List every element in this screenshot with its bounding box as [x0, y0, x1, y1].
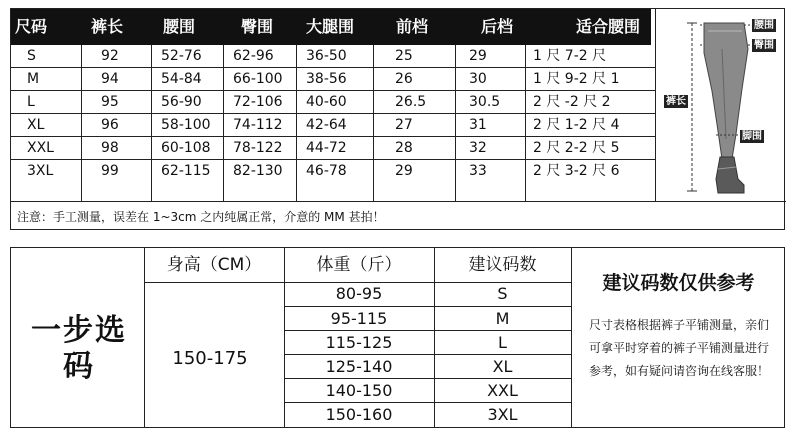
cell-hip: 62-96: [233, 48, 274, 64]
cell-length: 95: [101, 94, 119, 110]
header-front-rise: 前档: [396, 17, 429, 36]
cell-fit-waist: 1 尺 7-2 尺: [533, 48, 607, 64]
figure-label-ankle: 脚围: [742, 131, 762, 142]
table-row: [11, 114, 655, 137]
header-fit-waist: 适合腰围: [576, 17, 641, 36]
cell-back-rise: 32: [469, 140, 487, 156]
suggested-size: XL: [492, 357, 513, 376]
size-chart-body: [11, 45, 655, 183]
cell-hip: 78-122: [233, 140, 283, 156]
weight-range: 95-115: [330, 309, 388, 328]
weight-range: 80-95: [335, 284, 383, 303]
suggested-size: M: [495, 309, 510, 328]
cell-fit-waist: 2 尺 1-2 尺 4: [533, 117, 620, 133]
weight-range: 115-125: [325, 333, 393, 352]
reference-description: 尺寸表格根据裤子平铺测量，亲们可拿平时穿着的裤子平铺测量进行参考，如有疑问请咨询在线客服！: [589, 318, 770, 378]
height-range: 150-175: [172, 348, 248, 369]
cell-thigh: 46-78: [306, 163, 347, 179]
size-chart-header: [11, 9, 651, 45]
column-header-height: 身高（CM）: [166, 255, 262, 275]
cell-hip: 72-106: [233, 94, 283, 110]
table-row: [11, 160, 655, 183]
table-row: [11, 91, 655, 114]
cell-thigh: 36-50: [306, 48, 347, 64]
header-size: 尺码: [15, 17, 48, 36]
table-row: [11, 45, 655, 68]
measurement-note: 注意：手工测量，误差在 1~3cm 之内纯属正常，介意的 MM 甚拍！: [11, 201, 786, 231]
cell-thigh: 40-60: [306, 94, 347, 110]
cell-back-rise: 30: [469, 71, 487, 87]
column-header-size: 建议码数: [468, 255, 537, 275]
header-waist: 腰围: [163, 17, 196, 36]
suggested-size: L: [498, 333, 507, 352]
figure-label-hip: 臀围: [754, 40, 774, 51]
header-hip: 臀围: [241, 17, 274, 36]
cell-fit-waist: 2 尺 2-2 尺 5: [533, 140, 620, 156]
weight-range: 140-150: [325, 381, 393, 400]
cell-waist: 62-115: [161, 163, 211, 179]
cell-front-rise: 25: [395, 48, 413, 64]
cell-hip: 74-112: [233, 117, 283, 133]
cell-waist: 54-84: [161, 71, 202, 87]
cell-hip: 82-130: [233, 163, 283, 179]
cell-length: 96: [101, 117, 119, 133]
cell-back-rise: 31: [469, 117, 487, 133]
column-header-weight: 体重（斤）: [316, 255, 402, 275]
cell-fit-waist: 2 尺 3-2 尺 6: [533, 163, 620, 179]
cell-length: 92: [101, 48, 119, 64]
suggested-size: XXL: [487, 381, 518, 400]
cell-size: M: [27, 71, 40, 87]
header-thigh: 大腿围: [306, 17, 355, 36]
cell-waist: 58-100: [161, 117, 211, 133]
table-row: [11, 68, 655, 91]
header-back-rise: 后档: [481, 17, 514, 36]
cell-length: 98: [101, 140, 119, 156]
reference-heading: 建议码数仅供参考: [602, 272, 755, 294]
cell-back-rise: 30.5: [469, 94, 501, 110]
cell-size: XXL: [27, 140, 54, 156]
cell-front-rise: 28: [395, 140, 413, 156]
cell-thigh: 38-56: [306, 71, 347, 87]
figure-label-waist: 腰围: [754, 20, 774, 31]
cell-thigh: 42-64: [306, 117, 347, 133]
suggested-size: 3XL: [487, 405, 518, 424]
cell-thigh: 44-72: [306, 140, 347, 156]
cell-size: 3XL: [27, 163, 54, 179]
cell-front-rise: 26: [395, 71, 413, 87]
cell-front-rise: 27: [395, 117, 413, 133]
cell-waist: 60-108: [161, 140, 211, 156]
one-step-size-title: 一步选码: [31, 313, 127, 384]
header-length: 裤长: [91, 17, 124, 36]
figure-label-length: 裤长: [666, 96, 686, 107]
cell-back-rise: 29: [469, 48, 487, 64]
weight-range: 150-160: [325, 405, 393, 424]
size-chart-table: [10, 8, 785, 230]
cell-waist: 56-90: [161, 94, 202, 110]
cell-length: 99: [101, 163, 119, 179]
cell-back-rise: 33: [469, 163, 487, 179]
weight-range: 125-140: [325, 357, 393, 376]
table-row: [11, 137, 655, 160]
cell-size: XL: [27, 117, 45, 133]
cell-front-rise: 26.5: [395, 94, 427, 110]
cell-hip: 66-100: [233, 71, 283, 87]
cell-length: 94: [101, 71, 119, 87]
cell-fit-waist: 2 尺 -2 尺 2: [533, 94, 611, 110]
suggested-size: S: [497, 284, 508, 303]
cell-fit-waist: 1 尺 9-2 尺 1: [533, 71, 620, 87]
cell-size: S: [27, 48, 36, 64]
pants-measurement-illustration: [655, 9, 786, 201]
cell-waist: 52-76: [161, 48, 202, 64]
cell-size: L: [27, 94, 35, 110]
size-recommendation-table: [10, 247, 785, 428]
cell-front-rise: 29: [395, 163, 413, 179]
